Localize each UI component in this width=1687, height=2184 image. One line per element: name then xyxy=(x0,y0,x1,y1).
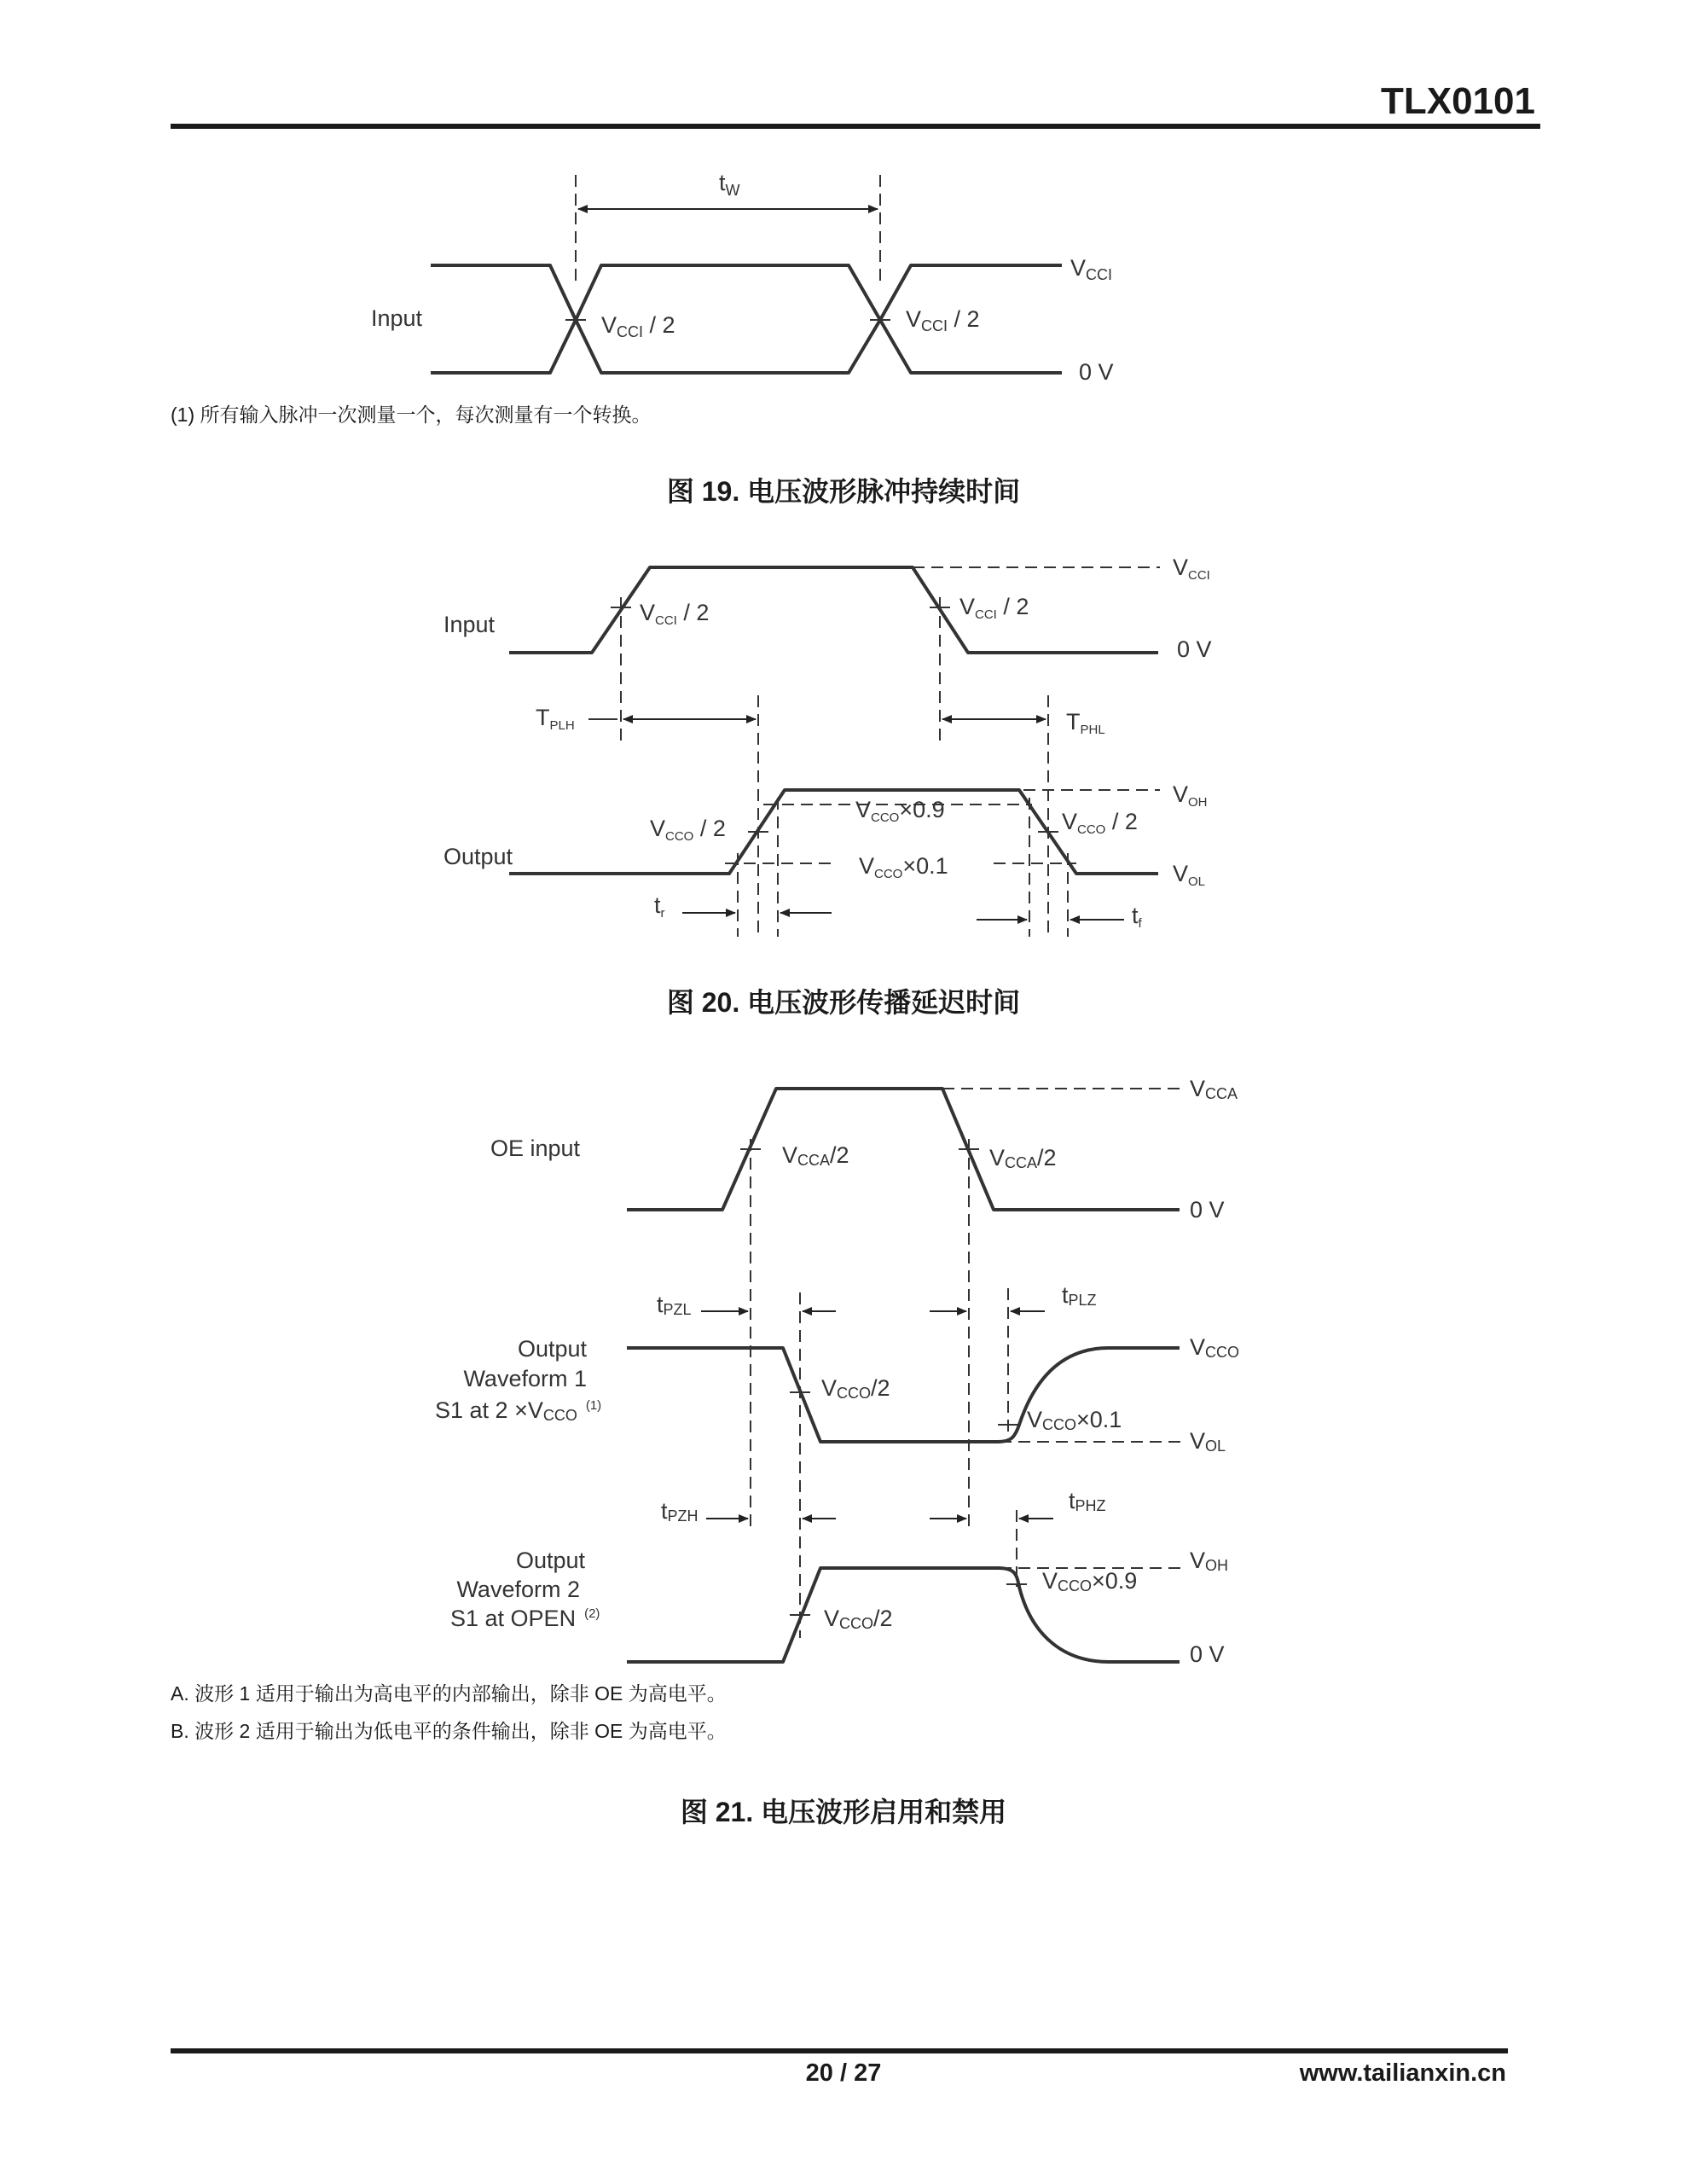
fig21-out1-l1: Output xyxy=(517,1336,587,1362)
fig21-note-b: B. 波形 2 适用于输出为低电平的条件输出，除非 OE 为高电平。 xyxy=(171,1720,727,1742)
fig21-oe-input: OE input xyxy=(490,1136,581,1161)
fig21-vcco-09: VCCO×0.9 xyxy=(1042,1568,1138,1594)
fig21-vcco-01: VCCO×0.1 xyxy=(1027,1407,1122,1433)
fig21-vcco-half-1: VCCO/2 xyxy=(821,1375,890,1402)
fig21-tplz: tPLZ xyxy=(1062,1282,1097,1309)
website-link[interactable]: www.tailianxin.cn xyxy=(1299,2059,1506,2087)
fig19-input-label: Input xyxy=(371,305,423,331)
tplh-label: TPLH xyxy=(536,705,575,733)
fig21-tphz: tPHZ xyxy=(1069,1488,1106,1514)
figure-20-caption: 图 20. 电压波形传播延迟时间 xyxy=(666,987,1021,1018)
fig21-out1-l2: Waveform 1 xyxy=(463,1366,587,1391)
fig20-output-wave xyxy=(509,790,1158,874)
fig20-tr: tr xyxy=(654,892,665,921)
fig21-voh: VOH xyxy=(1190,1548,1229,1574)
fig19-note: (1) 所有输入脉冲一次测量一个，每次测量有一个转换。 xyxy=(171,404,652,426)
fig19-vcci-half-2: VCCI / 2 xyxy=(906,306,980,334)
fig21-tpzh: tPZH xyxy=(661,1498,699,1525)
fig20-vcci-half-2: VCCI / 2 xyxy=(959,594,1029,622)
fig19-vcci-half-1: VCCI / 2 xyxy=(601,312,675,340)
fig21-zero-2: 0 V xyxy=(1190,1641,1225,1667)
figure-19-diagram xyxy=(371,170,1114,385)
fig21-zero-1: 0 V xyxy=(1190,1197,1225,1223)
figure-21-diagram xyxy=(435,1076,1239,1667)
fig21-vol: VOL xyxy=(1190,1428,1226,1455)
fig21-vcca-half-1: VCCA/2 xyxy=(782,1142,849,1169)
fig21-vcca: VCCA xyxy=(1190,1076,1238,1102)
fig20-vcci-half-1: VCCI / 2 xyxy=(640,600,710,628)
fig19-vcci: VCCI xyxy=(1070,255,1113,283)
fig20-tf: tf xyxy=(1132,903,1142,931)
fig21-out2-l1: Output xyxy=(515,1548,585,1573)
fig21-vcco: VCCO xyxy=(1190,1334,1240,1361)
fig20-vcco-half-1: VCCO / 2 xyxy=(650,816,726,844)
fig21-tpzl: tPZL xyxy=(657,1292,692,1318)
fig21-note-a: A. 波形 1 适用于输出为高电平的内部输出，除非 OE 为高电平。 xyxy=(171,1682,727,1705)
figure-20-diagram xyxy=(443,555,1212,937)
fig20-zero: 0 V xyxy=(1177,636,1212,662)
fig19-zero: 0 V xyxy=(1079,359,1114,385)
fig20-vcci: VCCI xyxy=(1173,555,1210,583)
fig21-out1-l3: S1 at $2 \times VCCO^{(1)}$ xyxy=(435,1397,602,1424)
tphl-label: TPHL xyxy=(1066,709,1105,737)
fig20-output-label: Output xyxy=(443,844,513,869)
fig21-out2-l2: Waveform 2 xyxy=(456,1577,580,1602)
fig20-input-label: Input xyxy=(443,612,496,637)
fig20-vcco-01: VCCO×0.1 xyxy=(859,853,948,881)
fig21-vcco-half-2: VCCO/2 xyxy=(824,1606,893,1632)
doc-title: TLX0101 xyxy=(1381,80,1535,122)
fig20-vcco-half-2: VCCO / 2 xyxy=(1062,809,1138,837)
fig21-vcca-half-2: VCCA/2 xyxy=(989,1145,1057,1171)
page-number: 20 / 27 xyxy=(805,2059,882,2087)
fig21-oe-wave xyxy=(627,1089,1180,1210)
fig20-vol: VOL xyxy=(1173,861,1206,889)
fig20-input-wave xyxy=(509,567,1158,653)
tw-label: $t_W$ xyxy=(719,170,740,199)
fig21-out2-l3: S1 at OPEN $^{(2)}$ xyxy=(450,1606,600,1631)
figure-21-caption: 图 21. 电压波形启用和禁用 xyxy=(680,1797,1007,1827)
fig20-vcco-09: VCCO×0.9 xyxy=(855,797,945,825)
figure-19-caption: 图 19. 电压波形脉冲持续时间 xyxy=(666,476,1021,507)
fig20-voh: VOH xyxy=(1173,781,1208,810)
